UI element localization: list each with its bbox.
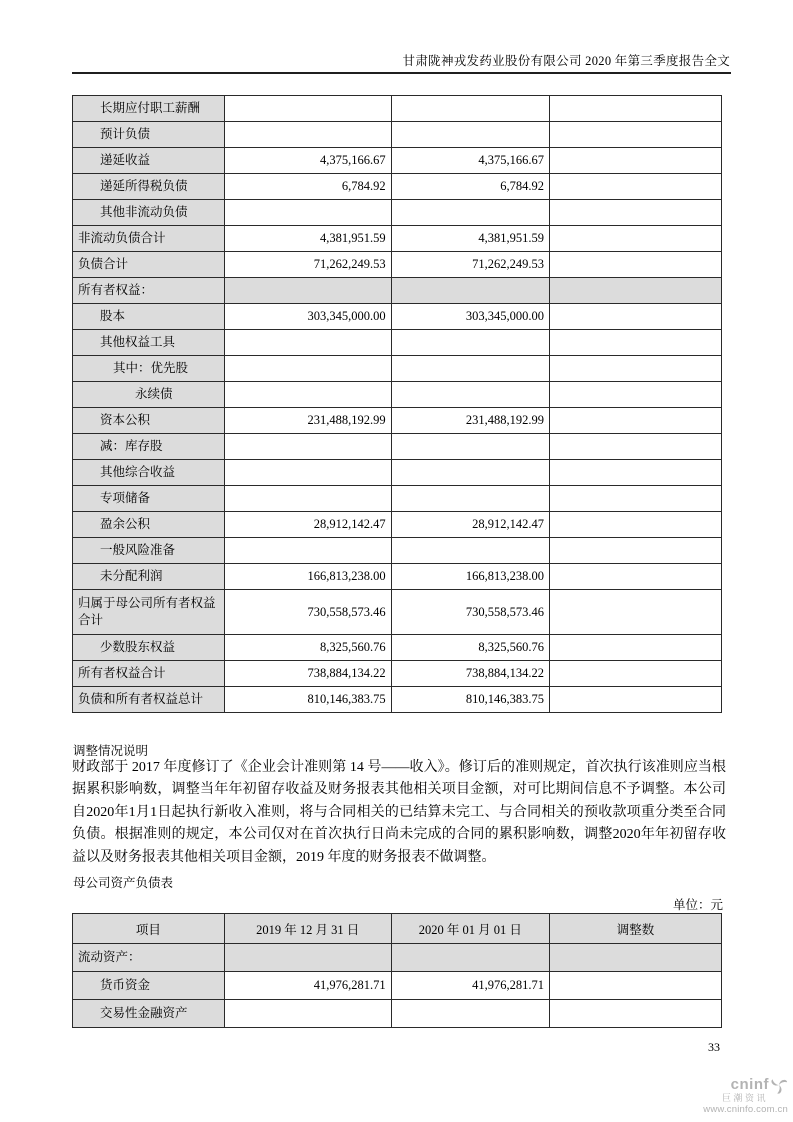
column-header: 调整数 [549,914,721,944]
value-col-1 [224,96,391,122]
value-col-2 [391,330,549,356]
page-number: 33 [708,1040,720,1054]
value-adjustment [549,590,721,635]
parent-balance-sheet-heading: 母公司资产负债表 [73,876,174,890]
row-label: 预计负债 [73,122,225,148]
row-label: 递延收益 [73,148,225,174]
table-row [73,564,722,590]
running-header-title: 甘肃陇神戎发药业股份有限公司 2020 年第三季度报告全文 [402,54,730,68]
value-col-2: 8,325,560.76 [391,635,549,661]
row-label: 其他综合收益 [73,460,225,486]
logo-chinese-name: 巨潮资讯 [721,1093,768,1103]
value-adjustment [549,356,721,382]
row-label: 其他权益工具 [73,330,225,356]
value-adjustment [549,564,721,590]
value-col-2: 41,976,281.71 [391,972,549,1000]
row-label: 货币资金 [73,972,225,1000]
value-col-1: 8,325,560.76 [224,635,391,661]
value-col-1: 738,884,134.22 [224,661,391,687]
value-col-2 [391,1000,549,1028]
value-col-2: 166,813,238.00 [391,564,549,590]
logo-url-text: www.cninfo.com.cn [703,1104,788,1116]
table-row [73,148,722,174]
table-row [73,512,722,538]
row-label: 递延所得税负债 [73,174,225,200]
table-row [73,944,722,972]
value-col-2 [391,538,549,564]
adjustment-note-heading: 调整情况说明 [73,744,149,758]
value-col-1 [224,382,391,408]
value-col-2 [391,460,549,486]
row-label: 未分配利润 [73,564,225,590]
value-adjustment [549,200,721,226]
value-col-2 [391,96,549,122]
value-col-1 [224,356,391,382]
value-col-2: 303,345,000.00 [391,304,549,330]
row-label: 非流动负债合计 [73,226,225,252]
value-col-1 [224,1000,391,1028]
value-adjustment [549,661,721,687]
value-col-2: 738,884,134.22 [391,661,549,687]
table-row [73,226,722,252]
row-label: 所有者权益： [73,278,225,304]
value-col-2 [391,382,549,408]
value-col-2: 730,558,573.46 [391,590,549,635]
row-label: 永续债 [73,382,225,408]
table-row [73,174,722,200]
value-adjustment [549,96,721,122]
value-adjustment [549,408,721,434]
row-label: 所有者权益合计 [73,661,225,687]
row-label: 交易性金融资产 [73,1000,225,1028]
unit-label: 单位：元 [672,898,723,912]
value-adjustment [549,122,721,148]
value-col-1 [224,200,391,226]
value-col-1: 166,813,238.00 [224,564,391,590]
table-row [73,252,722,278]
table-header-row [73,914,722,944]
value-adjustment [549,252,721,278]
value-adjustment [549,148,721,174]
value-col-2: 231,488,192.99 [391,408,549,434]
table-row [73,408,722,434]
value-adjustment [549,174,721,200]
value-col-2 [391,486,549,512]
value-adjustment [549,226,721,252]
row-label: 流动资产： [73,944,225,972]
table-row [73,382,722,408]
adjustment-note-paragraph: 财政部于 2017 年度修订了《企业会计准则第 14 号——收入》。修订后的准则规定，首次执行该准则应当根据累积影响数，调整当年年初留存收益及财务报表其他相关项目金额，对可比期间信息不予调整。本公司自2020年1月1日起执行新收入准则，将与合同相关的已结算未完工、与合同相关的预收款项重分类至合同负债。根据准则的规定，本公司仅对在首次执行日尚未完成的合同的累积影响数，调整2020年年初留存收益以及财务报表其他相关项目金额，2019 年度的财务报表不做调整。 [72,760,726,865]
cninfo-swirl-icon [770,1076,788,1094]
table-row [73,687,722,713]
row-label: 其他非流动负债 [73,200,225,226]
value-col-1 [224,538,391,564]
value-col-1: 4,381,951.59 [224,226,391,252]
column-header: 项目 [73,914,225,944]
consolidated-balance-sheet-table [72,95,722,713]
value-adjustment [549,278,721,304]
value-adjustment [549,944,721,972]
value-col-2: 6,784.92 [391,174,549,200]
header-rule [72,72,731,74]
table-row [73,1000,722,1028]
table-row [73,972,722,1000]
row-label: 少数股东权益 [73,635,225,661]
row-label: 专项储备 [73,486,225,512]
table-row [73,661,722,687]
table-row [73,434,722,460]
column-header: 2019 年 12 月 31 日 [224,914,391,944]
value-col-2: 810,146,383.75 [391,687,549,713]
value-adjustment [549,330,721,356]
table-row [73,304,722,330]
table-row [73,538,722,564]
value-col-1: 303,345,000.00 [224,304,391,330]
value-col-1: 810,146,383.75 [224,687,391,713]
value-col-2 [391,200,549,226]
table-row [73,486,722,512]
table-row [73,200,722,226]
value-adjustment [549,304,721,330]
value-col-1 [224,330,391,356]
value-col-2: 71,262,249.53 [391,252,549,278]
table-row [73,278,722,304]
value-col-1 [224,944,391,972]
value-col-2: 4,381,951.59 [391,226,549,252]
table-row [73,590,722,635]
table-row [73,96,722,122]
value-col-1 [224,486,391,512]
value-adjustment [549,382,721,408]
row-label: 一般风险准备 [73,538,225,564]
value-col-1: 28,912,142.47 [224,512,391,538]
value-col-2 [391,356,549,382]
value-adjustment [549,635,721,661]
value-col-2 [391,278,549,304]
logo-brand-text: cninf [730,1076,769,1094]
row-label: 盈余公积 [73,512,225,538]
value-col-2: 4,375,166.67 [391,148,549,174]
value-col-1: 4,375,166.67 [224,148,391,174]
value-adjustment [549,460,721,486]
row-label: 减：库存股 [73,434,225,460]
value-adjustment [549,434,721,460]
value-col-1: 71,262,249.53 [224,252,391,278]
value-adjustment [549,486,721,512]
value-col-1 [224,434,391,460]
logo-brand-row [703,1076,788,1094]
value-col-1: 6,784.92 [224,174,391,200]
row-label: 负债合计 [73,252,225,278]
value-col-1 [224,122,391,148]
row-label: 归属于母公司所有者权益合计 [73,590,225,635]
value-col-1: 730,558,573.46 [224,590,391,635]
value-col-2: 28,912,142.47 [391,512,549,538]
value-col-1 [224,460,391,486]
value-adjustment [549,687,721,713]
row-label: 其中：优先股 [73,356,225,382]
table-row [73,122,722,148]
cninfo-logo [703,1076,788,1115]
table-row [73,330,722,356]
value-adjustment [549,512,721,538]
value-adjustment [549,1000,721,1028]
row-label: 股本 [73,304,225,330]
value-adjustment [549,538,721,564]
column-header: 2020 年 01 月 01 日 [391,914,549,944]
row-label: 负债和所有者权益总计 [73,687,225,713]
parent-balance-sheet-table [72,913,722,1028]
row-label: 资本公积 [73,408,225,434]
value-col-2 [391,944,549,972]
table-row [73,460,722,486]
value-col-1 [224,278,391,304]
value-col-1: 41,976,281.71 [224,972,391,1000]
value-col-2 [391,434,549,460]
table-row [73,356,722,382]
table-row [73,635,722,661]
value-adjustment [549,972,721,1000]
value-col-2 [391,122,549,148]
value-col-1: 231,488,192.99 [224,408,391,434]
row-label: 长期应付职工薪酬 [73,96,225,122]
